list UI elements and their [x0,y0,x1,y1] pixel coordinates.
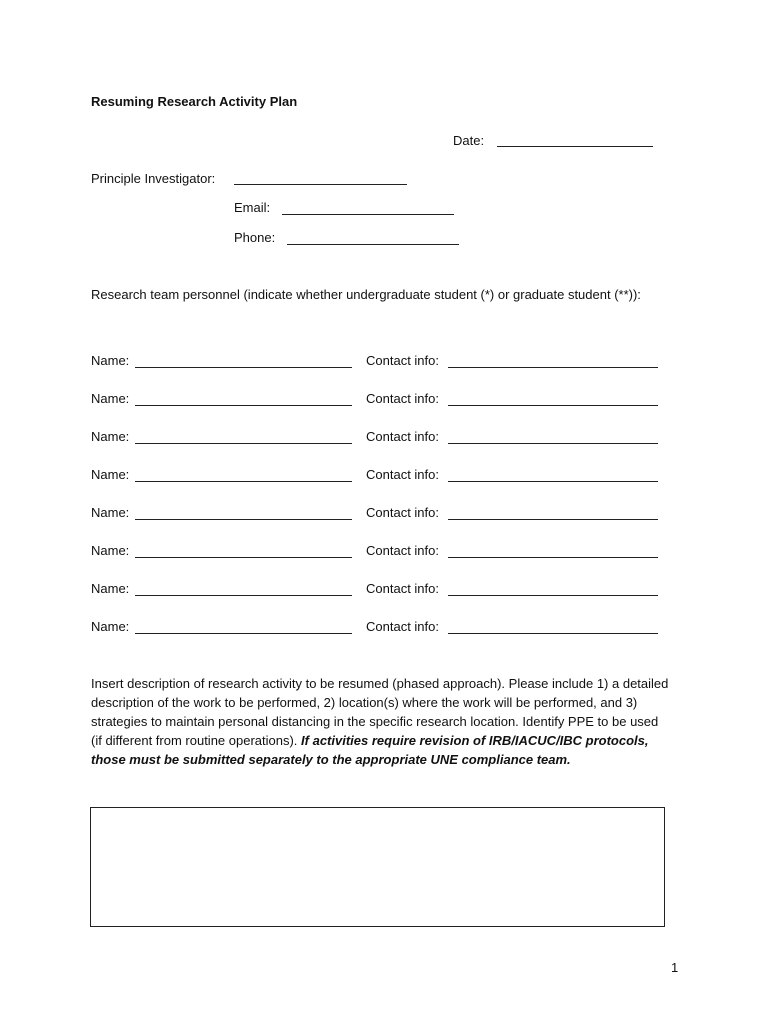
name-label: Name: [91,581,130,596]
name-label: Name: [91,619,130,634]
name-label: Name: [91,391,130,406]
name-field[interactable] [135,633,352,634]
description-text: Insert description of research activity to be resumed (phased approach). Please include 1) a detailed description of the work to be performed, 2) location(s) where the work will be performed, and 3) strategies to maintain personal distancing in the specific research location. Identify PPE to be used (if different from routine operations). [91,676,669,748]
email-field[interactable] [282,214,454,215]
name-label: Name: [91,429,130,444]
description-instructions [91,674,671,769]
personnel-intro: Research team personnel (indicate whether undergraduate student (*) or graduate student (**)): [91,287,641,302]
description-emphasis: If activities require revision of IRB/IACUC/IBC protocols, those must be submitted separately to the appropriate UNE compliance team. [91,733,649,767]
contact-field[interactable] [448,443,658,444]
contact-label: Contact info: [366,619,439,634]
name-field[interactable] [135,595,352,596]
contact-field[interactable] [448,405,658,406]
name-label: Name: [91,467,130,482]
phone-field[interactable] [287,244,459,245]
date-field[interactable] [497,146,653,147]
contact-label: Contact info: [366,429,439,444]
name-field[interactable] [135,557,352,558]
contact-label: Contact info: [366,391,439,406]
name-field[interactable] [135,367,352,368]
date-label: Date: [453,133,485,148]
page-title: Resuming Research Activity Plan [91,94,298,109]
contact-field[interactable] [448,481,658,482]
contact-label: Contact info: [366,581,439,596]
email-label: Email: [234,200,271,215]
phone-label: Phone: [234,230,276,245]
page-number: 1 [671,960,679,975]
contact-field[interactable] [448,519,658,520]
pi-label: Principle Investigator: [91,171,216,186]
description-textarea[interactable] [90,807,665,927]
contact-field[interactable] [448,595,658,596]
name-label: Name: [91,353,130,368]
contact-field[interactable] [448,367,658,368]
name-label: Name: [91,543,130,558]
name-field[interactable] [135,443,352,444]
name-field[interactable] [135,481,352,482]
contact-label: Contact info: [366,543,439,558]
contact-label: Contact info: [366,353,439,368]
name-label: Name: [91,505,130,520]
contact-label: Contact info: [366,505,439,520]
contact-label: Contact info: [366,467,439,482]
contact-field[interactable] [448,633,658,634]
contact-field[interactable] [448,557,658,558]
name-field[interactable] [135,405,352,406]
name-field[interactable] [135,519,352,520]
pi-field[interactable] [234,184,407,185]
